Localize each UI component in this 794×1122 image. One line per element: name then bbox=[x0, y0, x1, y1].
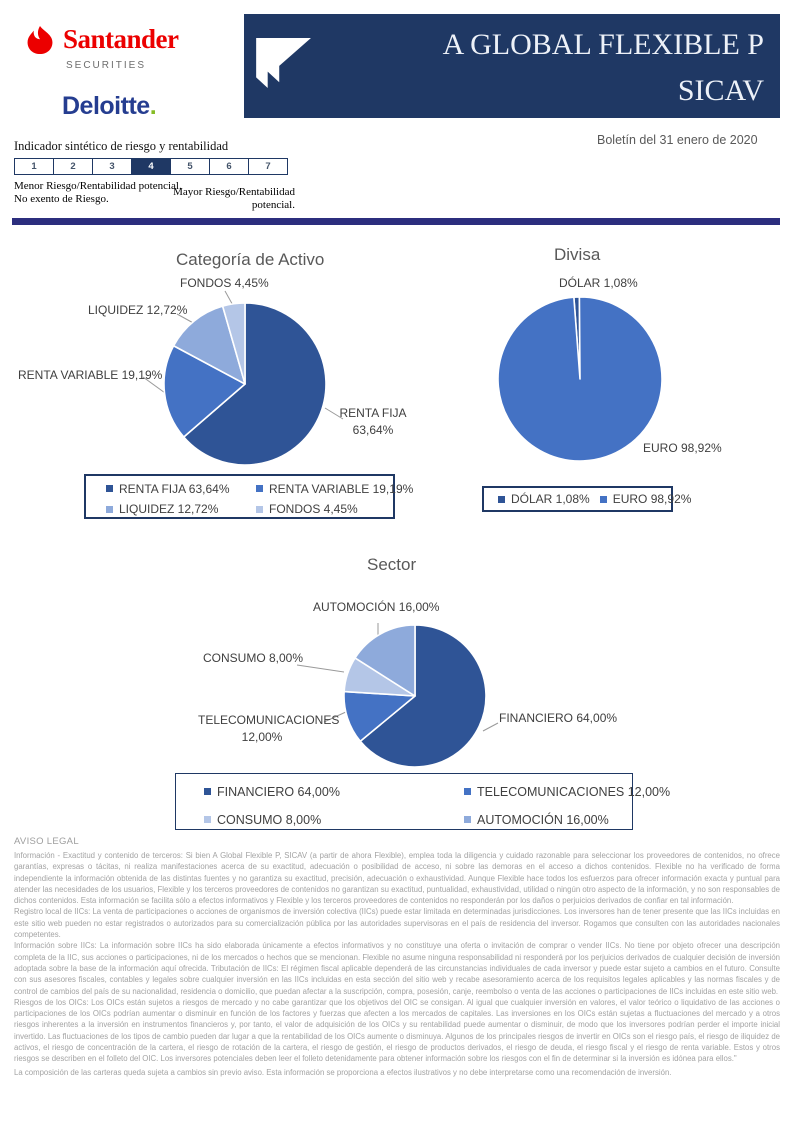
risk-level-2: 2 bbox=[53, 158, 93, 175]
asset-category-legend bbox=[84, 474, 414, 519]
risk-level-4-selected: 4 bbox=[131, 158, 171, 175]
risk-level-3: 3 bbox=[92, 158, 132, 175]
risk-note-higher: Mayor Riesgo/Rentabilidad potencial. bbox=[173, 186, 295, 212]
callout-renta-variable: RENTA VARIABLE 19,19% bbox=[18, 368, 163, 382]
legal-paragraph-3: Información sobre IICs: La información sobre IICs ha sido elaborada únicamente a efectos informativos y no constituye una oferta o invitación de comprar o vender IICs. No tiene por objeto ofrecer una descripción completa de la IIC, sus acciones o participaciones, ni de los mercados o hechos que se mencionan. Flexible no asume ninguna responsabilidad ni responderá por los perjuicios derivados de cualquier decisión de inversión adoptada sobre la base de la información aquí ofrecida. Tributación de IICs: El régimen fiscal aplicable dependerá de las circunstancias individuales de cada inversor y puede estar sujeto a cambios en el futuro. Consulte con sus asesores fiscales, contables y legales sobre cualquier inversión en las IICs incluidas en esta sección del sitio web y recabe asesoramiento acerca de los requisitos legales aplicables y las normas fiscales y de control de cambios del país de su nacionalidad, residencia o domicilio, que puedan afectar a la suscripción, compra, posesión, canje, reembolso o venta de las acciones o participaciones de IICs incluidas en este sitio web. bbox=[14, 941, 780, 996]
legend-item-automocion: AUTOMOCIÓN 16,00% bbox=[464, 810, 670, 829]
risk-indicator-title: Indicador sintético de riesgo y rentabilidad bbox=[14, 139, 229, 153]
risk-level-5: 5 bbox=[170, 158, 210, 175]
callout-liquidez: LIQUIDEZ 12,72% bbox=[88, 303, 188, 317]
legend-marker-renta-variable bbox=[256, 485, 263, 492]
legend-marker-financiero bbox=[204, 788, 211, 795]
callout-telecomunicaciones: TELECOMUNICACIONES 12,00% bbox=[198, 713, 340, 745]
fund-title-line2: SICAV bbox=[677, 74, 764, 107]
chart-title-sector: Sector bbox=[367, 555, 417, 574]
callout-fondos: FONDOS 4,45% bbox=[180, 276, 269, 290]
legend-item-financiero: FINANCIERO 64,00% bbox=[204, 782, 464, 801]
legend-marker-telecomunicaciones bbox=[464, 788, 471, 795]
callout-renta-fija: RENTA FIJA 63,64% bbox=[339, 406, 407, 438]
legal-paragraph-2: Registro local de IICs: La venta de participaciones o acciones de organismos de inversión colectiva (IICs) puede estar limitada en determinadas jurisdicciones. Los inversores han de tener presente que las IICs incluidas en este sitio web pueden no estar registrados o autorizados para su comercialización pública por las autoridades supervisoras en el país de residencia del inversor. Rogamos que consulten con las autoridades nacionales competentes. bbox=[14, 907, 780, 940]
santander-securities-label: SECURITIES bbox=[66, 60, 147, 71]
deloitte-logo bbox=[62, 92, 156, 121]
legend-marker-consumo bbox=[204, 816, 211, 823]
legend-item-euro: EURO 98,92% bbox=[600, 492, 692, 506]
risk-note-lower: Menor Riesgo/Rentabilidad potencial. No exento de Riesgo. bbox=[14, 180, 182, 206]
legal-heading: AVISO LEGAL bbox=[14, 836, 79, 847]
deloitte-green-dot: . bbox=[149, 92, 157, 120]
legal-notice bbox=[14, 836, 780, 1078]
legend-marker-fondos bbox=[256, 506, 263, 513]
legend-item-renta-variable: RENTA VARIABLE 19,19% bbox=[256, 481, 413, 497]
legend-marker-dolar bbox=[498, 496, 505, 503]
callout-consumo: CONSUMO 8,00% bbox=[203, 651, 304, 665]
sector-legend bbox=[175, 773, 671, 830]
leader-line-consumo bbox=[297, 665, 344, 672]
callout-dolar: DÓLAR 1,08% bbox=[559, 276, 638, 290]
currency-legend bbox=[482, 486, 692, 512]
risk-scale bbox=[14, 158, 288, 175]
chart-title-currency: Divisa bbox=[554, 245, 601, 264]
legend-item-renta-fija: RENTA FIJA 63,64% bbox=[106, 481, 256, 497]
legend-marker-euro bbox=[600, 496, 607, 503]
legend-marker-automocion bbox=[464, 816, 471, 823]
santander-flame-icon bbox=[24, 26, 56, 54]
santander-wordmark: Santander bbox=[63, 24, 179, 54]
legend-item-liquidez: LIQUIDEZ 12,72% bbox=[106, 502, 256, 518]
legend-item-dolar: DÓLAR 1,08% bbox=[498, 492, 590, 506]
title-banner bbox=[244, 14, 780, 118]
flag-logo-icon bbox=[256, 38, 314, 88]
fund-title-line1: A GLOBAL FLEXIBLE P bbox=[442, 28, 764, 61]
risk-level-1: 1 bbox=[14, 158, 54, 175]
legend-marker-liquidez bbox=[106, 506, 113, 513]
legal-paragraph-1: Información - Exactitud y contenido de terceros: Si bien A Global Flexible P, SICAV (a partir de ahora Flexible), emplea toda la diligencia y cuidado razonable para seleccionar los proveedores de contenidos, no ofrece garantías, expresas o tácitas, ni realiza manifestaciones acerca de su exactitud, adecuación o posibilidad de acceso, ni sobre las demoras en el acceso a dichos contenidos. Flexible no ha verificado de forma independiente la información obtenida de las distintas fuentes y no garantiza su exactitud, precisión, adecuación o exhaustividad. Aunque Flexible hace todos los esfuerzos para ofrecer información exacta y puntual para atender las necesidades de los usuarios, Flexible y los terceros proveedores de contenidos no garantizan su exactitud, puntualidad, exhaustividad, utilidad o ningún otro aspecto de la información, y no son responsables de dichos contenidos. Esta información se facilita sólo a efectos informativos y Flexible y los terceros proveedores de contenidos no responderán por los daños o perjuicios derivados de confiar en tal información. bbox=[14, 851, 780, 906]
legal-paragraph-5: La composición de las carteras queda sujeta a cambios sin previo aviso. Esta información se proporciona a efectos ilustrativos y no debe interpretarse como una recomendación de inversión. bbox=[14, 1067, 672, 1077]
risk-level-6: 6 bbox=[209, 158, 249, 175]
callout-automocion: AUTOMOCIÓN 16,00% bbox=[313, 600, 440, 614]
legend-marker-renta-fija bbox=[106, 485, 113, 492]
section-divider-bar bbox=[12, 218, 780, 225]
callout-financiero: FINANCIERO 64,00% bbox=[499, 711, 618, 725]
leader-line-financiero bbox=[483, 723, 498, 731]
callout-euro: EURO 98,92% bbox=[643, 441, 722, 455]
legal-paragraph-4: Riesgos de los OICs: Los OICs están sujetos a riesgos de mercado y no cabe garantizar que los objetivos del OIC se consigan. Al igual que cualquier inversión en valores, el valor teórico o liquidativo de las acciones o participaciones de los OICs podrían aumentar o disminuir en función de los factores y fuerzas que afecten a los mercados de capitales. Las inversiones en los OICs están sujetas a fluctuaciones del mercado y a otros riesgos inherentes a la inversión en instrumentos financieros y, por tanto, el valor de adquisición de los OICs y su rentabilidad puede aumentar o disminuir, de modo que los inversores podrían perder el importe inicial invertido. Las fluctuaciones de los tipos de cambio pueden dar lugar a que la rentabilidad de los OICs aumente o disminuya. Algunos de los principales riesgos de invertir en OICs son el riesgo país, el riesgo de iliquidez de activos, el riesgo de concentración de la cartera, el riesgo de rotación de la cartera, el riesgo de gestión, el riesgo de productos derivados, el riesgo de deuda, el riesgo fiscal y el riesgo de renta variable. Estos y otros riesgos se describen en el folleto del OIC. Los inversores potenciales deben leer el folleto detenidamente para obtener información sobre los riesgos con el fin de determinar si la inversión es idónea para ellos." bbox=[14, 997, 780, 1064]
pie-slice-euro bbox=[498, 297, 662, 461]
deloitte-wordmark: Deloitte bbox=[62, 92, 150, 120]
legend-item-fondos: FONDOS 4,45% bbox=[256, 502, 413, 518]
chart-title-asset-category: Categoría de Activo bbox=[176, 250, 325, 269]
legend-item-telecomunicaciones: TELECOMUNICACIONES 12,00% bbox=[464, 782, 670, 801]
santander-logo bbox=[24, 26, 179, 54]
legend-item-consumo: CONSUMO 8,00% bbox=[204, 810, 464, 829]
risk-level-7: 7 bbox=[248, 158, 288, 175]
bulletin-date: Boletín del 31 enero de 2020 bbox=[597, 133, 758, 147]
